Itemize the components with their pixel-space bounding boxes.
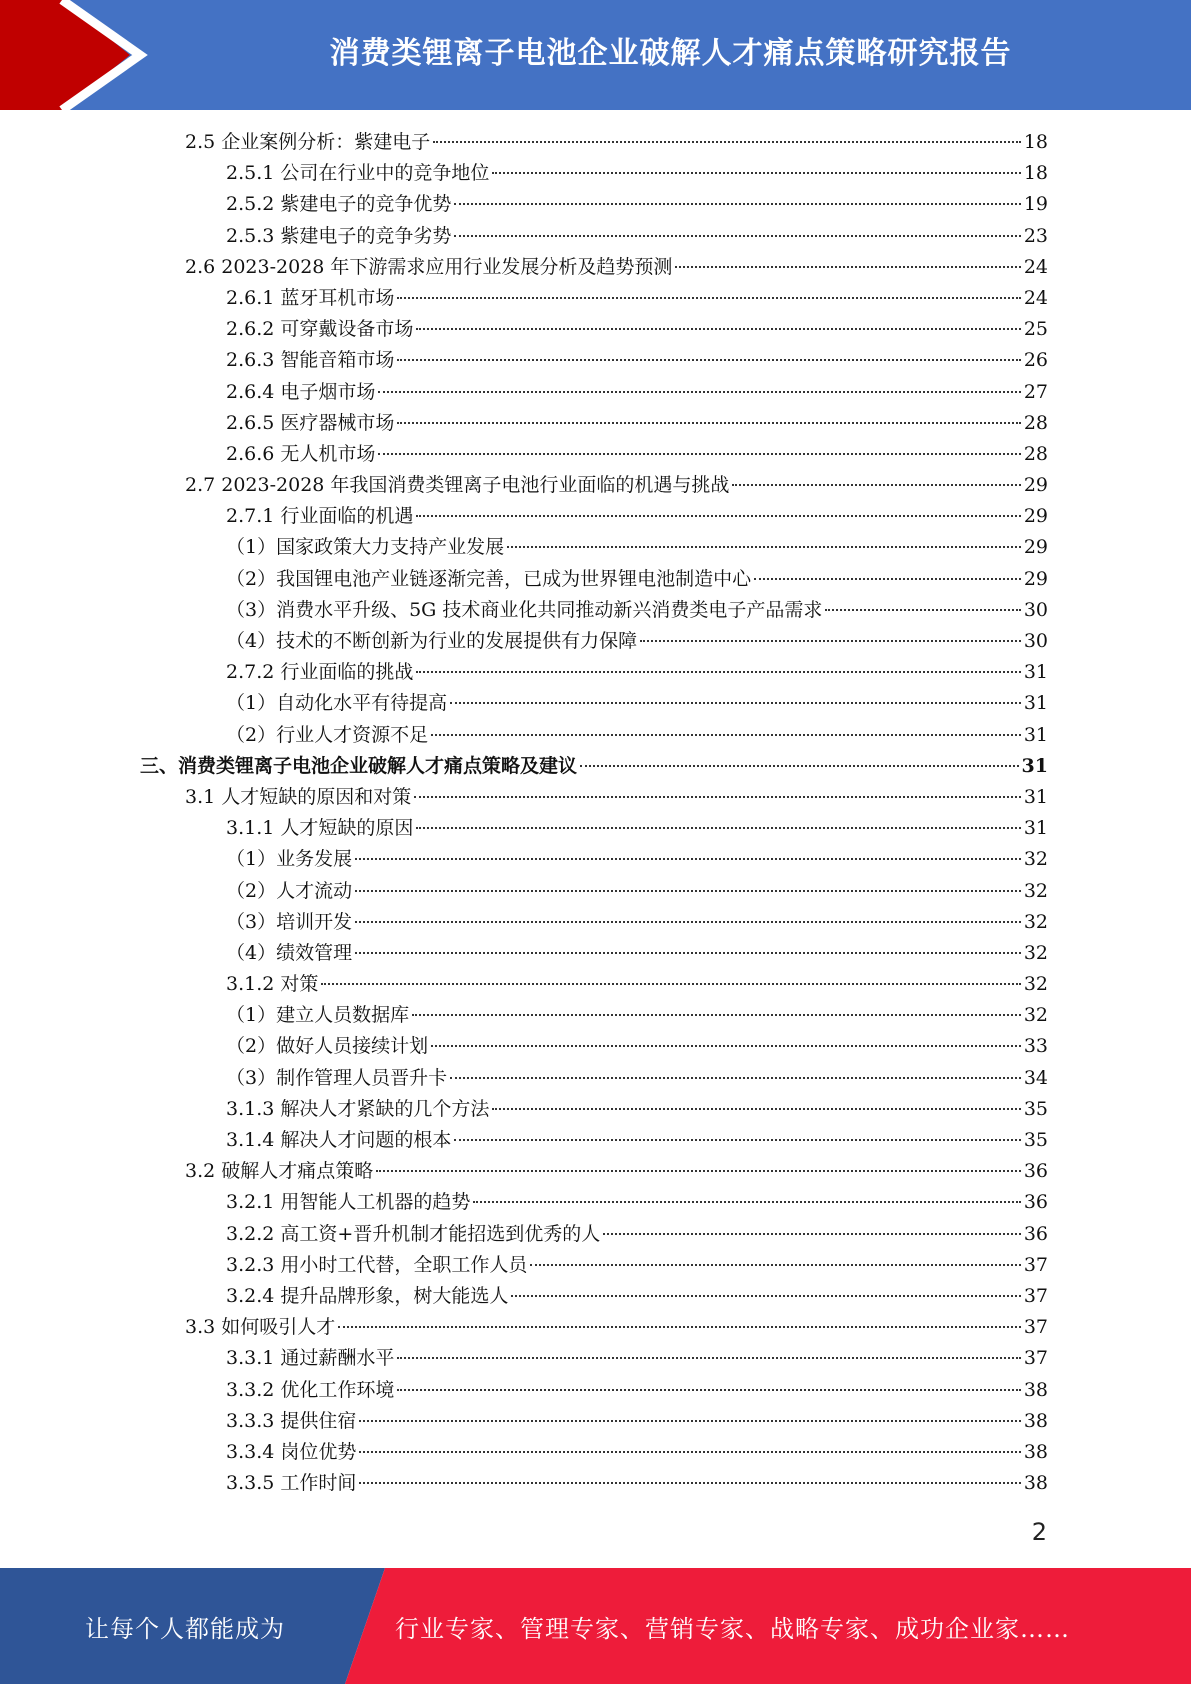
dot-leader xyxy=(397,1357,1020,1359)
toc-entry-page: 32 xyxy=(1023,973,1048,996)
toc-entry-title: （2）人才流动 xyxy=(226,879,353,902)
toc-entry-title: 3.3.4 岗位优势 xyxy=(226,1440,357,1463)
dot-leader xyxy=(507,546,1021,548)
toc-entry[interactable] xyxy=(140,907,1048,938)
toc-entry-page: 36 xyxy=(1023,1222,1048,1245)
toc-entry-title: 2.6.1 蓝牙耳机市场 xyxy=(226,286,395,309)
page-footer xyxy=(0,1568,1191,1684)
dot-leader xyxy=(414,796,1021,798)
toc-entry-title: 3.3.3 提供住宿 xyxy=(226,1409,357,1432)
toc-entry-title: （1）国家政策大力支持产业发展 xyxy=(226,536,505,559)
toc-entry[interactable] xyxy=(140,532,1048,563)
dot-leader xyxy=(754,578,1021,580)
toc-entry-title: 三、消费类锂离子电池企业破解人才痛点策略及建议 xyxy=(140,754,578,777)
toc-entry[interactable] xyxy=(140,720,1048,751)
toc-entry-page: 35 xyxy=(1023,1129,1048,1151)
toc-entry-page: 33 xyxy=(1023,1035,1048,1058)
toc-entry[interactable] xyxy=(140,1094,1048,1125)
dot-leader xyxy=(416,515,1020,517)
toc-entry[interactable] xyxy=(140,844,1048,875)
toc-entry[interactable] xyxy=(140,1281,1048,1312)
toc-entry[interactable] xyxy=(140,1125,1048,1156)
toc-entry-page: 36 xyxy=(1023,1160,1048,1183)
toc-entry-page: 37 xyxy=(1023,1253,1048,1276)
toc-entry[interactable] xyxy=(140,408,1048,439)
toc-entry[interactable] xyxy=(140,501,1048,532)
toc-entry-page: 31 xyxy=(1023,817,1048,840)
dot-leader xyxy=(416,671,1020,673)
toc-entry-page: 32 xyxy=(1023,941,1048,964)
toc-entry-title: （3）制作管理人员晋升卡 xyxy=(226,1066,448,1089)
dot-leader xyxy=(397,422,1020,424)
dot-leader xyxy=(732,484,1020,486)
dot-leader xyxy=(321,983,1020,985)
toc-entry-page: 27 xyxy=(1023,380,1048,403)
toc-entry-page: 30 xyxy=(1023,630,1048,652)
dot-leader xyxy=(397,297,1020,299)
toc-entry[interactable] xyxy=(140,127,1048,158)
toc-entry-title: （3）培训开发 xyxy=(226,910,353,933)
toc-entry[interactable] xyxy=(140,1156,1048,1187)
toc-entry[interactable] xyxy=(140,1343,1048,1374)
toc-entry[interactable] xyxy=(140,1000,1048,1031)
dot-leader xyxy=(433,141,1021,143)
toc-entry-title: 2.6 2023-2028 年下游需求应用行业发展分析及趋势预测 xyxy=(185,255,673,278)
toc-entry-page: 18 xyxy=(1023,131,1048,153)
toc-entry[interactable] xyxy=(140,1063,1048,1094)
toc-entry-title: 3.1.2 对策 xyxy=(226,973,319,996)
toc-entry-title: 2.7.1 行业面临的机遇 xyxy=(226,505,414,528)
dot-leader xyxy=(454,203,1020,205)
toc-entry-page: 37 xyxy=(1023,1284,1048,1307)
toc-entry-page: 37 xyxy=(1023,1316,1048,1339)
toc-entry-title: （2）我国锂电池产业链逐渐完善，已成为世界锂电池制造中心 xyxy=(226,567,752,590)
dot-leader xyxy=(450,702,1021,704)
toc-entry-page: 30 xyxy=(1023,598,1048,621)
toc-entry-title: 3.3 如何吸引人才 xyxy=(185,1316,336,1339)
toc-entry-page: 38 xyxy=(1023,1472,1048,1495)
toc-entry[interactable] xyxy=(140,1468,1048,1499)
toc-entry-page: 31 xyxy=(1023,723,1048,746)
toc-entry-page: 29 xyxy=(1023,474,1048,497)
toc-entry-title: （2）行业人才资源不足 xyxy=(226,723,429,746)
dot-leader xyxy=(603,1233,1021,1235)
toc-entry[interactable] xyxy=(140,377,1048,408)
toc-entry-page: 25 xyxy=(1023,318,1048,341)
chevron-arrow-icon xyxy=(0,0,160,110)
toc-entry-title: 3.2.4 提升品牌形象，树大能选人 xyxy=(226,1284,509,1307)
toc-entry[interactable] xyxy=(140,1375,1048,1406)
toc-entry[interactable] xyxy=(140,345,1048,376)
dot-leader xyxy=(511,1295,1020,1297)
toc-entry-page: 18 xyxy=(1023,162,1048,185)
toc-entry[interactable] xyxy=(140,813,1048,844)
dot-leader xyxy=(825,609,1020,611)
dot-leader xyxy=(492,172,1020,174)
toc-entry-title: 3.3.5 工作时间 xyxy=(226,1472,357,1495)
toc-entry[interactable] xyxy=(140,1187,1048,1218)
toc-entry-title: （1）自动化水平有待提高 xyxy=(226,692,448,715)
toc-entry-title: 2.6.4 电子烟市场 xyxy=(226,380,376,403)
toc-entry-title: 2.6.5 医疗器械市场 xyxy=(226,411,395,434)
toc-entry-title: 2.6.3 智能音箱市场 xyxy=(226,349,395,372)
toc-entry[interactable] xyxy=(140,782,1048,813)
toc-entry[interactable] xyxy=(140,470,1048,501)
dot-leader xyxy=(355,921,1021,923)
dot-leader xyxy=(378,391,1020,393)
toc-entry-page: 26 xyxy=(1023,349,1048,372)
toc-entry[interactable] xyxy=(140,189,1048,220)
toc-entry-page: 32 xyxy=(1023,879,1048,902)
toc-entry-page: 31 xyxy=(1021,754,1048,777)
toc-entry[interactable] xyxy=(140,439,1048,470)
toc-entry-page: 29 xyxy=(1023,567,1048,590)
table-of-contents xyxy=(140,127,1048,1499)
toc-entry-title: 2.6.6 无人机市场 xyxy=(226,442,376,465)
toc-entry-title: 2.5 企业案例分析：紫建电子 xyxy=(185,131,431,153)
toc-entry-title: 2.7 2023-2028 年我国消费类锂离子电池行业面临的机遇与挑战 xyxy=(185,474,730,497)
toc-entry[interactable] xyxy=(140,252,1048,283)
toc-entry[interactable] xyxy=(140,751,1048,782)
dot-leader xyxy=(359,1420,1020,1422)
toc-entry-title: （1）建立人员数据库 xyxy=(226,1004,410,1027)
toc-entry-page: 34 xyxy=(1023,1066,1048,1089)
dot-leader xyxy=(359,1451,1020,1453)
toc-entry-title: 3.3.1 通过薪酬水平 xyxy=(226,1347,395,1370)
dot-leader xyxy=(450,1077,1021,1079)
toc-entry-title: （3）消费水平升级、5G 技术商业化共同推动新兴消费类电子产品需求 xyxy=(226,598,823,621)
document-title: 消费类锂离子电池企业破解人才痛点策略研究报告 xyxy=(329,36,1012,71)
toc-entry-page: 32 xyxy=(1023,1004,1048,1027)
toc-entry-page: 29 xyxy=(1023,536,1048,559)
dot-leader xyxy=(338,1326,1021,1328)
toc-entry-page: 31 xyxy=(1023,785,1048,808)
dot-leader xyxy=(473,1201,1020,1203)
dot-leader xyxy=(378,453,1020,455)
toc-entry-page: 36 xyxy=(1023,1191,1048,1214)
dot-leader xyxy=(454,1139,1020,1141)
toc-entry[interactable] xyxy=(140,1437,1048,1468)
toc-entry-title: （4）技术的不断创新为行业的发展提供有力保障 xyxy=(226,630,638,652)
toc-entry[interactable] xyxy=(140,221,1048,252)
toc-entry-page: 29 xyxy=(1023,505,1048,528)
toc-entry-title: 3.2.2 高工资+晋升机制才能招选到优秀的人 xyxy=(226,1222,601,1245)
toc-entry-title: （2）做好人员接续计划 xyxy=(226,1035,429,1058)
toc-entry-title: （4）绩效管理 xyxy=(226,941,353,964)
toc-entry-page: 31 xyxy=(1023,692,1048,715)
toc-entry-title: 3.2.1 用智能人工机器的趋势 xyxy=(226,1191,471,1214)
dot-leader xyxy=(416,328,1020,330)
toc-entry[interactable] xyxy=(140,688,1048,719)
toc-entry-page: 32 xyxy=(1023,910,1048,933)
toc-entry-title: 3.1 人才短缺的原因和对策 xyxy=(185,785,412,808)
toc-entry[interactable] xyxy=(140,657,1048,688)
toc-entry[interactable] xyxy=(140,283,1048,314)
dot-leader xyxy=(355,952,1021,954)
toc-entry[interactable] xyxy=(140,1312,1048,1343)
toc-entry-title: 2.5.2 紫建电子的竞争优势 xyxy=(226,193,452,216)
toc-entry[interactable] xyxy=(140,1406,1048,1437)
dot-leader xyxy=(530,1264,1020,1266)
toc-entry-title: 2.6.2 可穿戴设备市场 xyxy=(226,318,414,341)
toc-entry-page: 31 xyxy=(1023,661,1048,684)
dot-leader xyxy=(412,1014,1021,1016)
dot-leader xyxy=(397,1389,1020,1391)
dot-leader xyxy=(359,1482,1020,1484)
toc-entry[interactable] xyxy=(140,564,1048,595)
toc-entry-title: 3.3.2 优化工作环境 xyxy=(226,1378,395,1401)
toc-entry-page: 38 xyxy=(1023,1440,1048,1463)
toc-entry-title: 3.1.1 人才短缺的原因 xyxy=(226,817,414,840)
toc-entry-title: 2.5.3 紫建电子的竞争劣势 xyxy=(226,224,452,247)
dot-leader xyxy=(355,858,1021,860)
footer-slogan-left: 让每个人都能成为 xyxy=(85,1614,285,1643)
toc-entry-title: 2.7.2 行业面临的挑战 xyxy=(226,661,414,684)
toc-entry-title: 3.1.4 解决人才问题的根本 xyxy=(226,1129,452,1151)
toc-entry[interactable] xyxy=(140,1250,1048,1281)
toc-entry-page: 28 xyxy=(1023,442,1048,465)
toc-entry-title: 2.5.1 公司在行业中的竞争地位 xyxy=(226,162,490,185)
dot-leader xyxy=(355,890,1021,892)
toc-entry[interactable] xyxy=(140,876,1048,907)
toc-entry-title: 3.2.3 用小时工代替，全职工作人员 xyxy=(226,1253,528,1276)
dot-leader xyxy=(431,734,1021,736)
dot-leader xyxy=(376,1170,1021,1172)
toc-entry[interactable] xyxy=(140,969,1048,1000)
toc-entry[interactable] xyxy=(140,1031,1048,1062)
toc-entry-title: 3.1.3 解决人才紧缺的几个方法 xyxy=(226,1097,490,1120)
toc-entry-title: （1）业务发展 xyxy=(226,848,353,871)
toc-entry-page: 37 xyxy=(1023,1347,1048,1370)
dot-leader xyxy=(416,827,1020,829)
toc-entry-page: 28 xyxy=(1023,411,1048,434)
toc-entry-page: 24 xyxy=(1023,255,1048,278)
dot-leader xyxy=(580,765,1019,767)
toc-entry-page: 19 xyxy=(1023,193,1048,216)
toc-entry[interactable] xyxy=(140,1219,1048,1250)
footer-slogan-right: 行业专家、管理专家、营销专家、战略专家、成功企业家…… xyxy=(395,1614,1070,1643)
page-number: 2 xyxy=(1031,1518,1047,1546)
toc-entry-page: 35 xyxy=(1023,1097,1048,1120)
dot-leader xyxy=(431,1045,1021,1047)
toc-entry-page: 38 xyxy=(1023,1409,1048,1432)
toc-entry-page: 23 xyxy=(1023,224,1048,247)
toc-entry[interactable] xyxy=(140,626,1048,657)
toc-entry-page: 24 xyxy=(1023,286,1048,309)
toc-entry[interactable] xyxy=(140,314,1048,345)
toc-entry-page: 38 xyxy=(1023,1378,1048,1401)
dot-leader xyxy=(492,1108,1020,1110)
toc-entry[interactable] xyxy=(140,938,1048,969)
toc-entry-page: 32 xyxy=(1023,848,1048,871)
dot-leader xyxy=(397,359,1020,361)
page-header xyxy=(0,0,1191,110)
toc-entry[interactable] xyxy=(140,158,1048,189)
toc-entry-title: 3.2 破解人才痛点策略 xyxy=(185,1160,374,1183)
dot-leader xyxy=(640,640,1021,642)
dot-leader xyxy=(454,235,1020,237)
dot-leader xyxy=(675,266,1020,268)
toc-entry[interactable] xyxy=(140,595,1048,626)
